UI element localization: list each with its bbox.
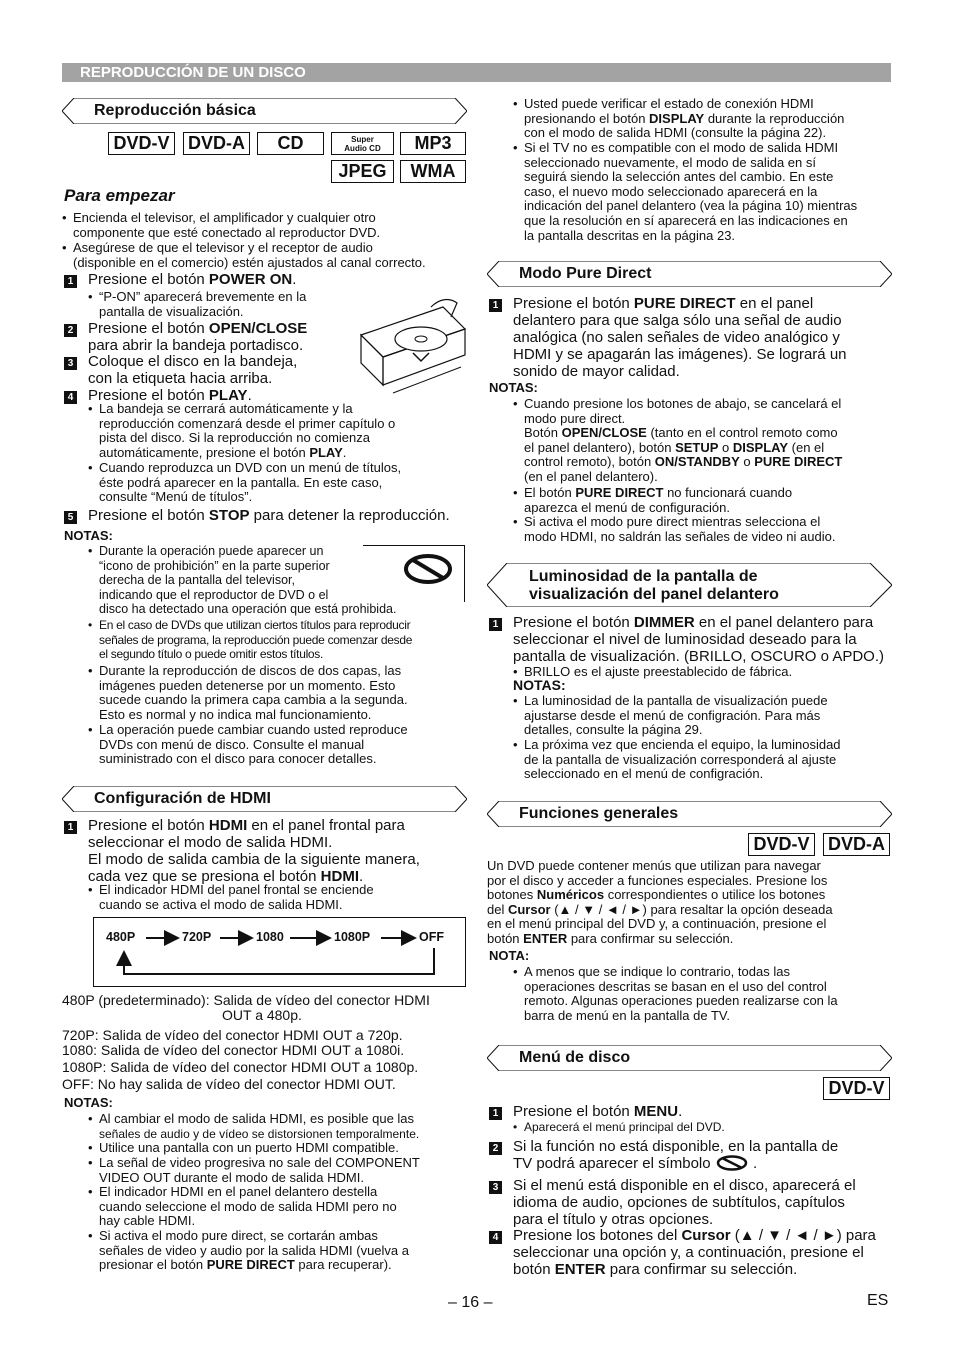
section-label-line2: visualización del panel delantero: [529, 586, 779, 603]
section-label: Modo Pure Direct: [519, 265, 652, 282]
section-title-hdmi: [62, 786, 467, 812]
hdmi-mode-flow: [93, 917, 466, 987]
step-4: 4 Presione el botón PLAY.: [64, 387, 354, 404]
hdmi-desc-1080: 1080: Salida de vídeo del conector HDMI OUT a 1080i.: [62, 1042, 405, 1058]
mode-off: OFF: [419, 930, 444, 944]
badge-sacd: [331, 132, 394, 155]
step-1: 1 Presione el botón POWER ON.: [64, 271, 464, 288]
mode-720p: 720P: [182, 930, 212, 944]
section-title-general: [487, 801, 892, 827]
prohibition-icon: [715, 1155, 749, 1171]
para-empezar-heading: Para empezar: [64, 186, 175, 205]
sacd-line1: Super: [351, 135, 374, 144]
badge-dvd-a: DVD-A: [823, 833, 890, 856]
hdmi-desc-720p: 720P: Salida de vídeo del conector HDMI OUT a 720p.: [62, 1027, 403, 1043]
section-label: Configuración de HDMI: [94, 790, 271, 807]
hdmi-desc-off: OFF: No hay salida de vídeo del conector HDMI OUT.: [62, 1076, 396, 1092]
notes-heading: NOTAS:: [513, 677, 566, 693]
badge-dvd-v: DVD-V: [108, 132, 175, 155]
badge-jpeg: JPEG: [331, 160, 394, 183]
step-3: 3 Coloque el disco en la bandeja, con la etiqueta hacia arriba.: [64, 353, 354, 370]
badge-mp3: MP3: [400, 132, 466, 155]
general-paragraph: Un DVD puede contener menús que utilizan para navegar por el disco y acceder a funciones especiales. Presione los botones Numéricos correspondientes o utilice los botones del Cursor (▲ / ▼ / ◄ / ►) para resaltar la opción deseada en el menú principal del DVD y, a continuación, presione el botón ENTER para confirmar su selección.: [487, 858, 833, 946]
notes-heading: NOTAS:: [64, 1095, 113, 1110]
badge-wma: WMA: [400, 160, 466, 183]
hdmi-desc-480p: 480P (predeterminado): Salida de vídeo del conector HDMI OUT a 480p.: [62, 992, 430, 1023]
section-label-line1: Luminosidad de la pantalla de: [529, 568, 758, 585]
menu-step-2: 2 Si la función no está disponible, en la pantalla de TV podrá aparecer el símbolo .: [489, 1138, 894, 1155]
section-label: Reproducción básica: [94, 102, 256, 119]
step-2: 2 Presione el botón OPEN/CLOSE para abrir la bandeja portadisco.: [64, 320, 354, 337]
section-title-basic: [62, 98, 467, 124]
page-header: REPRODUCCIÓN DE UN DISCO: [62, 63, 891, 82]
mode-1080: 1080: [256, 930, 284, 944]
language-code: ES: [867, 1292, 889, 1309]
menu-step-4: 4 Presione los botones del Cursor (▲ / ▼ / ◄ / ►) para seleccionar una opción y, a continuación, presione el botón ENTER para confirmar su selección.: [489, 1227, 894, 1244]
menu-step-3: 3 Si el menú está disponible en el disco, aparecerá el idioma de audio, opciones de subtítulos, capítulos para el título y otras opciones.: [489, 1177, 894, 1194]
section-title-dimmer: [487, 563, 892, 607]
badge-dvd-a: DVD-A: [183, 132, 250, 155]
notes-heading: NOTAS:: [489, 380, 538, 395]
pure-step-1: 1 Presione el botón PURE DIRECT en el panel delantero para que salga sólo una señal de audio analógica (no salen señales de video analógico y HDMI y se apagarán las imágenes). Se logrará un sonido de mayor calidad.: [489, 295, 894, 312]
page-number: – 16 –: [448, 1294, 493, 1311]
section-title-disc-menu: [487, 1045, 892, 1071]
section-title-pure-direct: [487, 261, 892, 287]
prohibition-icon: [402, 553, 454, 585]
disc-tray-illustration: [343, 295, 467, 405]
note-heading: NOTA:: [489, 948, 530, 963]
sacd-line2: Audio CD: [344, 144, 381, 153]
hdmi-desc-1080p: 1080P: Salida de vídeo del conector HDMI OUT a 1080p.: [62, 1059, 419, 1075]
notes-heading: NOTAS:: [64, 528, 113, 543]
badge-cd: CD: [257, 132, 324, 155]
dimmer-step-1: 1 Presione el botón DIMMER en el panel delantero para seleccionar el nivel de luminosidad deseado para la pantalla de visualización. (BRILLO, OSCURO o APDO.): [489, 614, 894, 631]
mode-480p: 480P: [106, 930, 136, 944]
section-label: Funciones generales: [519, 805, 679, 822]
section-label: Menú de disco: [519, 1049, 631, 1066]
step-5: 5 Presione el botón STOP para detener la reproducción.: [64, 507, 469, 524]
menu-step-1: 1 Presione el botón MENU.: [489, 1103, 894, 1120]
flow-arrows: [94, 918, 467, 988]
badge-dvd-v: DVD-V: [823, 1077, 890, 1100]
hdmi-step-1: 1 Presione el botón HDMI en el panel frontal para seleccionar el modo de salida HDMI. El modo de salida cambia de la siguiente manera, cada vez que se presiona el botón HDMI.: [64, 817, 469, 834]
mode-1080p: 1080P: [334, 930, 371, 944]
badge-dvd-v: DVD-V: [748, 833, 815, 856]
